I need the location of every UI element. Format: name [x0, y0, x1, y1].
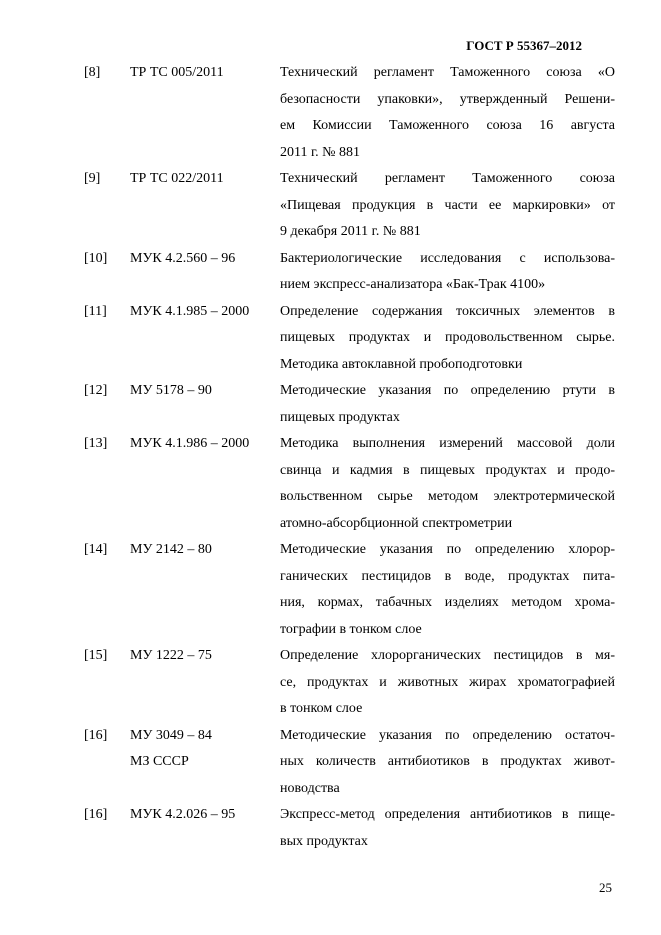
reference-entry: [84, 537, 615, 643]
reference-description-line: Экспресс-метод определения антибиотиков в пище-: [280, 807, 615, 822]
reference-code-line: МУ 5178 – 90: [130, 383, 212, 398]
reference-entry: [84, 643, 615, 723]
reference-description-line: ния, кормах, табачных изделиях методом хрома-: [280, 595, 615, 610]
page-number: 25: [599, 880, 612, 895]
reference-description-line: вых продуктах: [280, 833, 368, 849]
reference-entry: [84, 166, 615, 246]
reference-code: [130, 802, 280, 855]
reference-code: [130, 166, 280, 246]
reference-description: [280, 643, 615, 723]
reference-number: [16]: [84, 807, 108, 822]
reference-description-line: Методические указания по определению ртути в: [280, 383, 615, 398]
reference-number: [13]: [84, 436, 108, 451]
reference-description-line: свинца и кадмия в пищевых продуктах и продо-: [280, 462, 615, 478]
reference-number: [10]: [84, 250, 108, 266]
reference-number: [11]: [84, 303, 107, 319]
reference-description: [280, 166, 615, 246]
reference-description-line: вольственном сырье методом электротермической: [280, 489, 615, 504]
reference-description-line: 9 декабря 2011 г. № 881: [280, 224, 421, 239]
reference-description-line: в тонком слое: [280, 701, 363, 716]
reference-description-line: Бактериологические исследования с использова-: [280, 250, 615, 266]
reference-code-line: МУК 4.2.560 – 96: [130, 250, 236, 266]
reference-code: [130, 60, 280, 166]
reference-description-line: ем Комиссии Таможенного союза 16 августа: [280, 118, 615, 133]
reference-description-line: атомно-абсорбционной спектрометрии: [280, 515, 513, 531]
reference-number: [9]: [84, 171, 101, 186]
reference-number: [8]: [84, 65, 101, 80]
reference-code: [130, 723, 280, 803]
reference-code: [130, 643, 280, 723]
reference-code-line: МУ 3049 – 84: [130, 727, 212, 743]
reference-description-line: «Пищевая продукция в части ее маркировки» от: [280, 197, 615, 213]
reference-code: [130, 246, 280, 299]
reference-entry: [84, 802, 615, 855]
reference-code: [130, 299, 280, 379]
reference-description-line: нием экспресс-анализатора «Бак-Трак 4100»: [280, 277, 546, 292]
reference-code-line: МУК 4.1.986 – 2000: [130, 436, 250, 451]
reference-description-line: Определение содержания токсичных элементов в: [280, 303, 615, 319]
reference-description-line: безопасности упаковки», утвержденный Решени-: [280, 91, 615, 107]
reference-description: [280, 431, 615, 537]
reference-description-line: Определение хлорорганических пестицидов в мя-: [280, 648, 615, 663]
reference-number: [12]: [84, 383, 108, 398]
reference-entry: [84, 299, 615, 379]
reference-description: [280, 378, 615, 431]
reference-code-line: МЗ СССР: [130, 754, 189, 769]
reference-code: [130, 378, 280, 431]
reference-description-line: ных количеств антибиотиков в продуктах живот-: [280, 754, 615, 769]
reference-code-line: ТР ТС 022/2011: [130, 171, 224, 186]
reference-code-line: МУ 2142 – 80: [130, 542, 212, 557]
reference-description-line: Технический регламент Таможенного союза «О: [280, 65, 615, 80]
document-standard-header: ГОСТ Р 55367–2012: [466, 38, 582, 53]
reference-description-line: пищевых продуктах и продовольственном сырье.: [280, 330, 615, 345]
reference-entry: [84, 246, 615, 299]
reference-description-line: Методика автоклавной пробоподготовки: [280, 356, 523, 372]
reference-description: [280, 723, 615, 803]
reference-description: [280, 299, 615, 379]
references-list: [84, 60, 615, 855]
reference-code-line: МУК 4.1.985 – 2000: [130, 303, 250, 319]
reference-entry: [84, 723, 615, 803]
reference-number: [16]: [84, 727, 108, 743]
reference-description-line: пищевых продуктах: [280, 409, 400, 425]
reference-number: [14]: [84, 542, 108, 557]
reference-description-line: новодства: [280, 780, 340, 796]
reference-description: [280, 802, 615, 855]
reference-description: [280, 246, 615, 299]
reference-code-line: ТР ТС 005/2011: [130, 65, 224, 80]
reference-entry: [84, 431, 615, 537]
reference-description: [280, 537, 615, 643]
reference-description-line: Методические указания по определению хлорор-: [280, 542, 615, 557]
reference-description-line: 2011 г. № 881: [280, 144, 361, 160]
reference-description-line: ганических пестицидов в воде, продуктах пита-: [280, 568, 615, 584]
reference-description-line: се, продуктах и животных жирах хроматографией: [280, 674, 615, 690]
reference-entry: [84, 378, 615, 431]
reference-description-line: Технический регламент Таможенного союза: [280, 171, 615, 186]
reference-description-line: Методические указания по определению остаточ-: [280, 727, 615, 743]
reference-description: [280, 60, 615, 166]
reference-code-line: МУ 1222 – 75: [130, 648, 212, 663]
reference-entry: [84, 60, 615, 166]
reference-description-line: Методика выполнения измерений массовой доли: [280, 436, 615, 451]
reference-code: [130, 431, 280, 537]
reference-description-line: тографии в тонком слое: [280, 621, 422, 637]
reference-code: [130, 537, 280, 643]
reference-code-line: МУК 4.2.026 – 95: [130, 807, 236, 822]
reference-number: [15]: [84, 648, 108, 663]
